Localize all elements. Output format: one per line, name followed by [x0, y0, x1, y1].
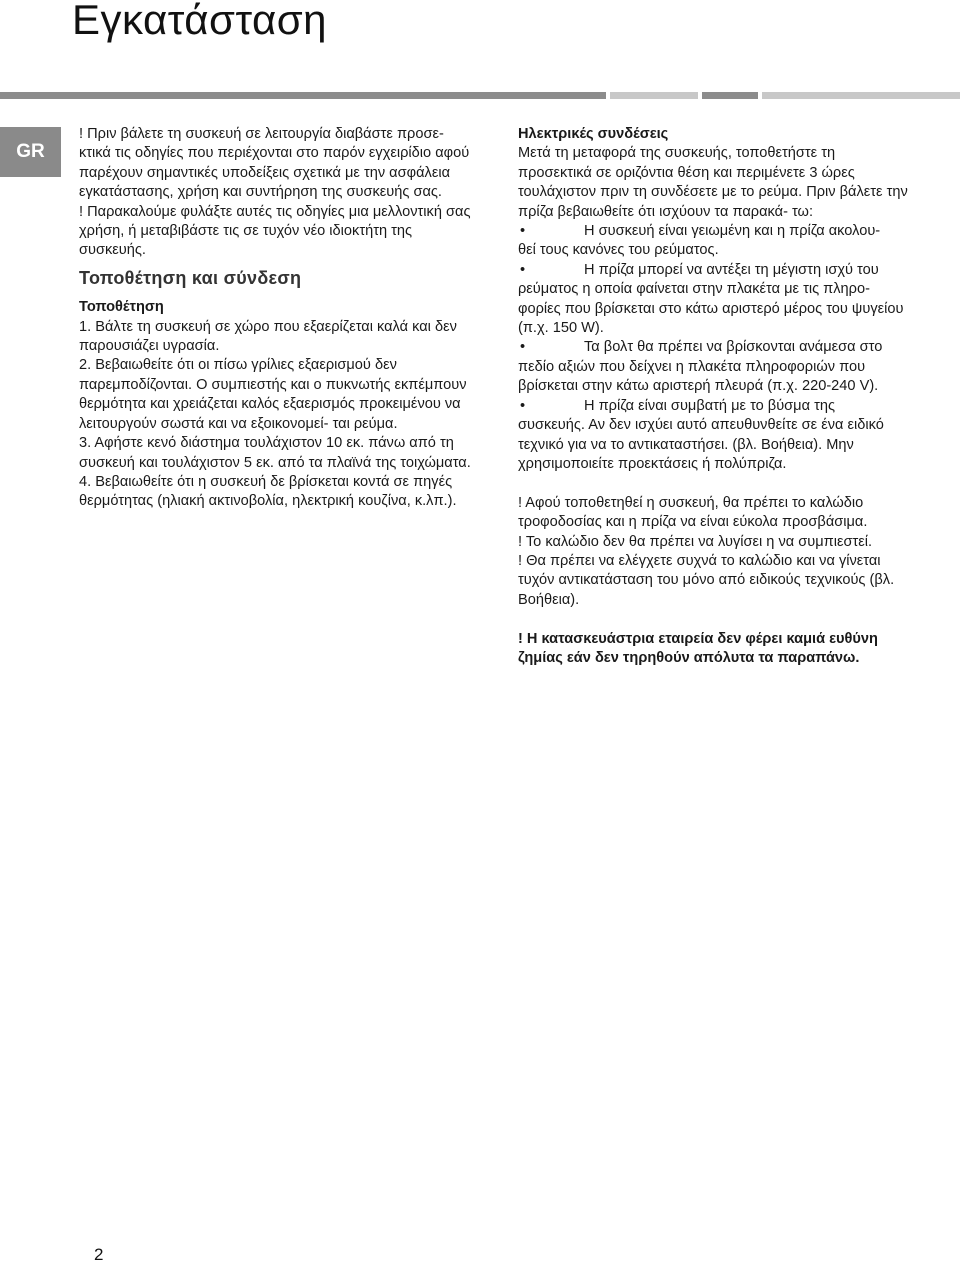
intro-paragraph-2: ! Παρακαλούμε φυλάξτε αυτές τις οδηγίες μια μελλοντική σας χρήση, ή μεταβιβάστε τις σε τυχόν νέο ιδιοκτήτη της συσκευής.: [79, 203, 471, 259]
header-band-light: [610, 92, 698, 99]
bullet-item: [518, 397, 910, 475]
intro-paragraph-1: ! Πριν βάλετε τη συσκευή σε λειτουργία διαβάστε προσε- κτικά τις οδηγίες που περιέχονται στο παρόν εγχειρίδιο αφού παρέχουν σημαντικές υποδείξεις σχετικά με την ασφάλεια εγκατάστασης, χρήση και συντήρηση της συσκευής σας.: [79, 126, 470, 201]
header-band-light-end: [762, 92, 960, 99]
bullet-icon: •: [520, 261, 526, 278]
section-heading: Ηλεκτρικές συνδέσεις: [518, 126, 669, 142]
bullet-text-continued: συσκευής. Αν δεν ισχύει αυτό απευθυνθείτε σε ένα ειδικό τεχνικό για να το αντικαταστήσει. (βλ. Βοήθεια). Μην χρησιμοποιείτε προεκτάσεις ή πολύπριζα.: [518, 417, 884, 472]
bullet-item: [518, 338, 910, 396]
list-item: 4. Βεβαιωθείτε ότι η συσκευή δε βρίσκεται κοντά σε πηγές θερμότητας (ηλιακή ακτινοβολία, ηλεκτρική κουζίνα, κ.λπ.).: [79, 473, 457, 510]
bullet-icon: •: [520, 397, 526, 414]
left-column: [79, 125, 479, 512]
list-item: 1. Βάλτε τη συσκευή σε χώρο που εξαερίζεται καλά και δεν παρουσιάζει υγρασία.: [79, 318, 457, 355]
intro-paragraph: Μετά τη μεταφορά της συσκευής, τοποθετήστε τη προσεκτικά σε οριζόντια θέση και περιμένετε 3 ώρες τουλάχιστον πριν τη συνδέσετε με το ρεύμα. Πριν βάλετε την πρίζα βεβαιωθείτε ότι ισχύουν τα παρακά- τω:: [518, 145, 908, 220]
bullet-icon: •: [520, 223, 526, 240]
header-band-dark-short: [702, 92, 758, 99]
bullet-text-continued: θεί τους κανόνες του ρεύματος.: [518, 242, 719, 259]
bullet-text: Η πρίζα μπορεί να αντέξει τη μέγιστη ισχύ του: [584, 261, 879, 278]
section-title: Τοποθέτηση και σύνδεση: [79, 267, 302, 288]
header-band-dark: [0, 92, 606, 99]
right-column: [518, 125, 910, 668]
list-item: 3. Αφήστε κενό διάστημα τουλάχιστον 10 εκ. πάνω από τη συσκευή και τουλάχιστον 5 εκ. από τα πλαϊνά της τοιχώματα.: [79, 435, 471, 471]
subsection-title: Τοποθέτηση: [79, 299, 164, 316]
warning-paragraph: ! Θα πρέπει να ελέγχετε συχνά το καλώδιο και να γίνεται τυχόν αντικατάσταση του μόνο από ειδικούς τεχνικούς (βλ. Βοήθεια).: [518, 552, 895, 608]
disclaimer: ! Η κατασκευάστρια εταιρεία δεν φέρει καμιά ευθύνη ζημίας εάν δεν τηρηθούν απόλυτα τα παραπάνω.: [518, 630, 878, 666]
bullet-text: Τα βολτ θα πρέπει να βρίσκονται ανάμεσα στο: [584, 339, 883, 356]
bullet-icon: •: [520, 339, 526, 356]
page-title: Εγκατάσταση: [72, 0, 328, 43]
bullet-item: [518, 222, 910, 261]
bullet-text: Η πρίζα είναι συμβατή με το βύσμα της: [584, 397, 835, 414]
warning-paragraph: ! Αφού τοποθετηθεί η συσκευή, θα πρέπει το καλώδιο τροφοδοσίας και η πρίζα να είναι εύκολα προσβάσιμα.: [518, 494, 868, 531]
page-number: 2: [94, 1245, 104, 1264]
warning-paragraph: ! Το καλώδιο δεν θα πρέπει να λυγίσει η να συμπιεστεί.: [518, 533, 873, 550]
language-tab: GR: [0, 127, 61, 177]
bullet-item: [518, 261, 910, 339]
list-item: 2. Βεβαιωθείτε ότι οι πίσω γρίλιες εξαερισμού δεν παρεμποδίζονται. Ο συμπιεστής και ο πυκνωτής εκπέμπουν θερμότητα και χρειάζεται καλός εξαερισμός προκειμένου να λειτουργούν σωστά και να εξοικονομεί- ται ρεύμα.: [79, 357, 467, 432]
bullet-text-continued: ρεύματος η οποία φαίνεται στην πλακέτα με τις πληρο- φορίες που βρίσκεται στο κάτω αριστερό μέρος του ψυγείου (π.χ. 150 W).: [518, 281, 904, 337]
bullet-text-continued: πεδίο αξιών που δείχνει η πλακέτα πληροφοριών που βρίσκεται στην κάτω αριστερή πλευρά (π.χ. 220-240 V).: [518, 358, 879, 395]
bullet-text: Η συσκευή είναι γειωμένη και η πρίζα ακολου-: [584, 223, 881, 240]
